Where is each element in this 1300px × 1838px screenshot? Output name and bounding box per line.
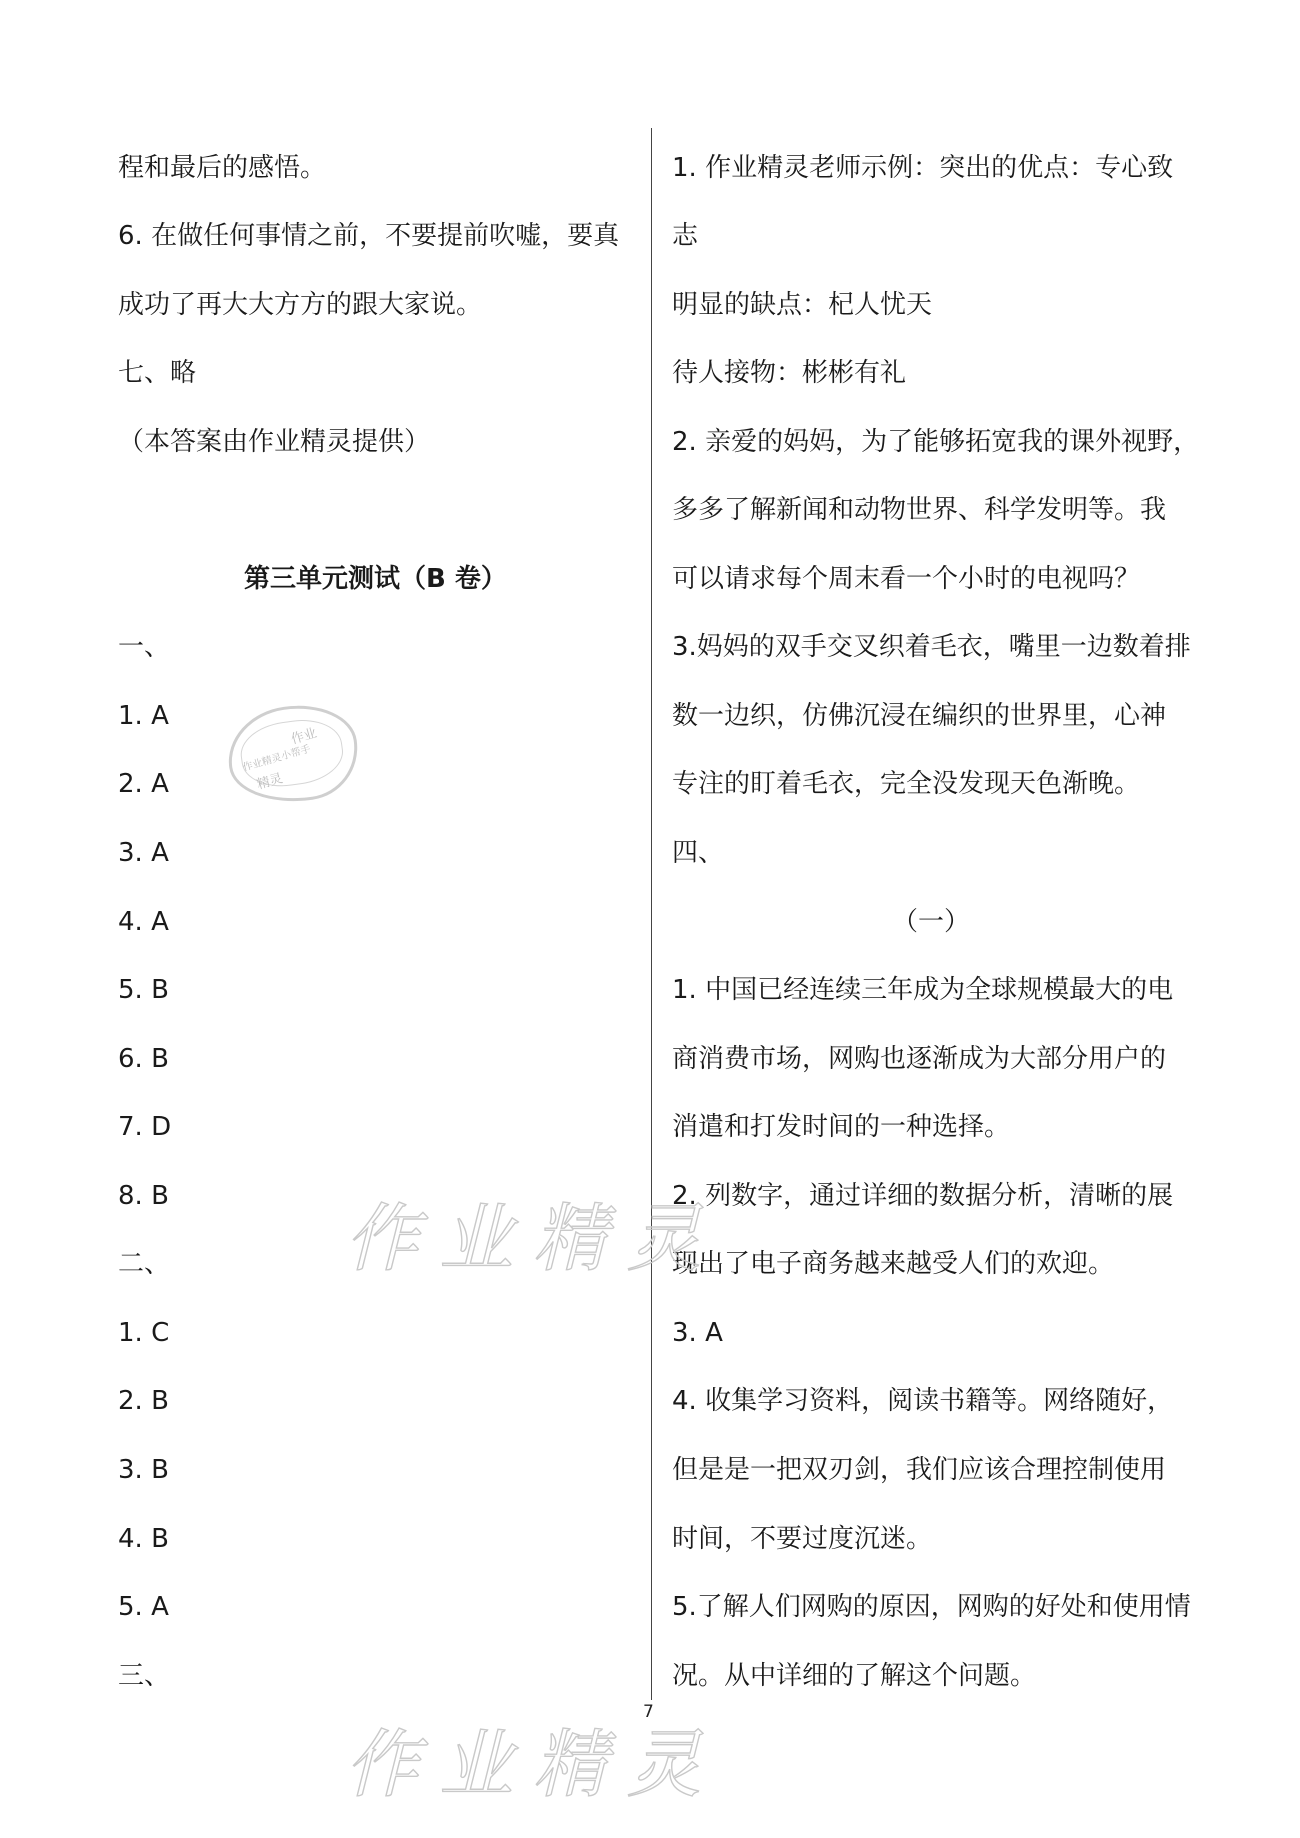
text-line: 商消费市场，网购也逐渐成为大部分用户的 bbox=[672, 1044, 1167, 1074]
answer-item: 4. B bbox=[118, 1524, 169, 1554]
answer-item: 1. A bbox=[118, 701, 169, 731]
text-line: 一、 bbox=[118, 632, 171, 662]
answer-item: 2. B bbox=[118, 1386, 169, 1416]
text-line: 可以请求每个周末看一个小时的电视吗？ bbox=[672, 564, 1141, 594]
watermark-stamp bbox=[222, 697, 364, 810]
text-line: 志 bbox=[672, 221, 699, 251]
text-line: 三、 bbox=[118, 1661, 171, 1691]
subsection-title: （一） bbox=[892, 907, 971, 937]
text-line: 3.妈妈的双手交叉织着毛衣，嘴里一边数着排 bbox=[672, 632, 1191, 662]
watermark-middle: 作业精灵 bbox=[345, 1196, 721, 1282]
text-line: 2. 列数字，通过详细的数据分析，清晰的展 bbox=[672, 1181, 1174, 1211]
text-line: 明显的缺点：杞人忧天 bbox=[672, 290, 933, 320]
stamp-text-bottom: 精灵 bbox=[255, 771, 285, 793]
page-number: 7 bbox=[643, 1702, 654, 1722]
text-line: 4. 收集学习资料，阅读书籍等。网络随好， bbox=[672, 1386, 1174, 1416]
text-line: 待人接物：彬彬有礼 bbox=[672, 358, 907, 388]
answer-item: 3. B bbox=[118, 1455, 169, 1485]
text-line: 5.了解人们网购的原因，网购的好处和使用情 bbox=[672, 1592, 1191, 1622]
answer-item: 7. D bbox=[118, 1112, 172, 1142]
stamp-text-line: 作业精灵小帮手 bbox=[241, 743, 312, 774]
answer-item: 3. A bbox=[672, 1318, 723, 1348]
answer-item: 5. A bbox=[118, 1592, 169, 1622]
answer-item: 8. B bbox=[118, 1181, 169, 1211]
answer-item: 2. A bbox=[118, 769, 169, 799]
answer-item: 3. A bbox=[118, 838, 169, 868]
text-line: 消遣和打发时间的一种选择。 bbox=[672, 1112, 1011, 1142]
text-line: 6. 在做任何事情之前，不要提前吹嘘，要真 bbox=[118, 221, 620, 251]
text-line: 二、 bbox=[118, 1249, 171, 1279]
text-line: 现出了电子商务越来越受人们的欢迎。 bbox=[672, 1249, 1115, 1279]
answer-item: 6. B bbox=[118, 1044, 169, 1074]
text-line: 多多了解新闻和动物世界、科学发明等。我 bbox=[672, 495, 1167, 525]
answer-item: 1. C bbox=[118, 1318, 170, 1348]
text-line: 但是是一把双刃剑，我们应该合理控制使用 bbox=[672, 1455, 1167, 1485]
text-line: 时间，不要过度沉迷。 bbox=[672, 1524, 933, 1554]
answer-item: 4. A bbox=[118, 907, 169, 937]
text-line: （本答案由作业精灵提供） bbox=[118, 427, 431, 457]
text-line: 1. 作业精灵老师示例：突出的优点：专心致 bbox=[672, 153, 1174, 183]
text-line: 程和最后的感悟。 bbox=[118, 153, 327, 183]
text-line: 专注的盯着毛衣，完全没发现天色渐晚。 bbox=[672, 769, 1141, 799]
watermark-bottom: 作业精灵 bbox=[345, 1722, 721, 1808]
text-line: 1. 中国已经连续三年成为全球规模最大的电 bbox=[672, 975, 1174, 1005]
text-line: 2. 亲爱的妈妈，为了能够拓宽我的课外视野， bbox=[672, 427, 1200, 457]
section-title: 第三单元测试（B 卷） bbox=[244, 564, 507, 594]
text-line: 七、略 bbox=[118, 358, 197, 388]
text-line: 况。从中详细的了解这个问题。 bbox=[672, 1661, 1037, 1691]
text-line: 数一边织，仿佛沉浸在编织的世界里，心神 bbox=[672, 701, 1167, 731]
text-line: 四、 bbox=[672, 838, 725, 868]
text-line: 成功了再大大方方的跟大家说。 bbox=[118, 290, 483, 320]
stamp-text-top: 作业 bbox=[289, 725, 319, 748]
answer-item: 5. B bbox=[118, 975, 169, 1005]
column-divider bbox=[651, 128, 652, 1700]
